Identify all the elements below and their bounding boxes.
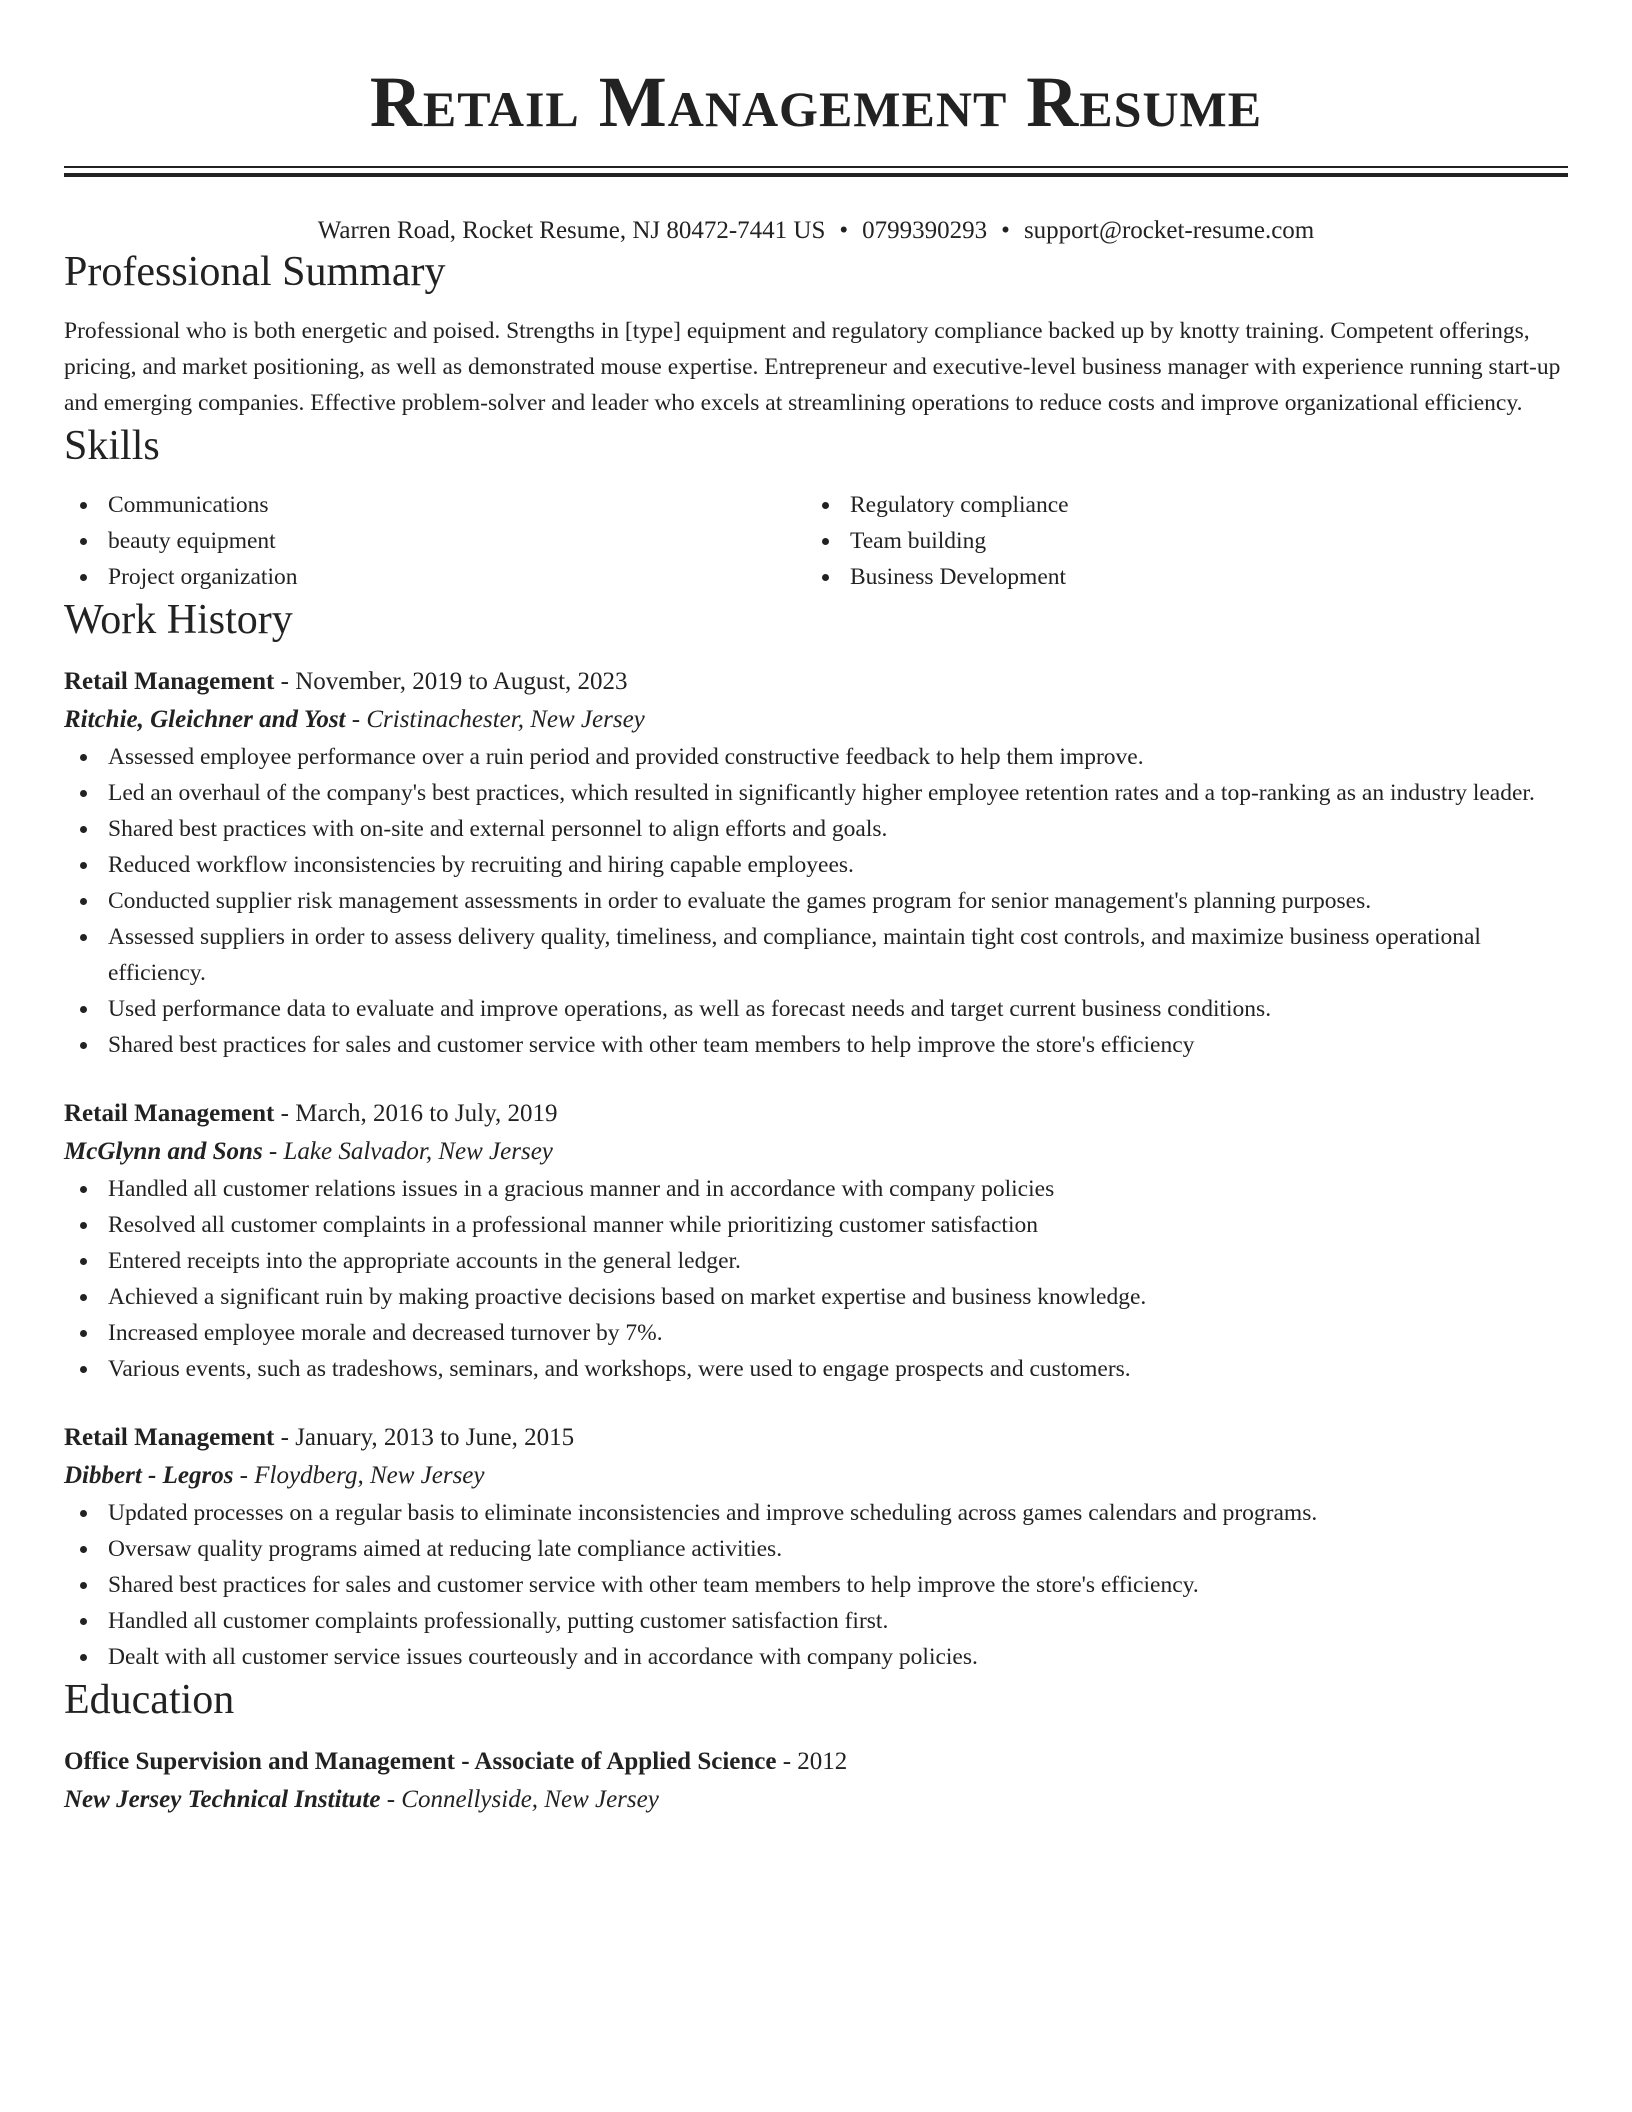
contact-separator: •: [1001, 217, 1010, 244]
contact-email: support@rocket-resume.com: [1023, 217, 1315, 244]
resume-title: Retail Management Resume: [369, 62, 1263, 142]
job-bullet: Handled all customer complaints professionally, putting customer satisfaction first.: [64, 1603, 1568, 1639]
education-year: - 2012: [776, 1748, 848, 1775]
job-title: Retail Management: [64, 1100, 275, 1127]
job-bullet: Entered receipts into the appropriate accounts in the general ledger.: [64, 1243, 1568, 1279]
job-company: Dibbert - Legros: [64, 1462, 234, 1489]
skill-item: Communications: [64, 487, 806, 523]
job-dates: - March, 2016 to July, 2019: [274, 1100, 558, 1127]
job-bullet: Shared best practices for sales and customer service with other team members to help improve the store's efficiency: [64, 1027, 1568, 1063]
job-dates: - January, 2013 to June, 2015: [274, 1424, 575, 1451]
job-bullet: Reduced workflow inconsistencies by recruiting and hiring capable employees.: [64, 847, 1568, 883]
job-bullet: Assessed suppliers in order to assess delivery quality, timeliness, and compliance, maintain tight cost controls, and maximize business operational efficiency.: [64, 919, 1568, 991]
job-bullet: Led an overhaul of the company's best practices, which resulted in significantly higher employee retention rates and a top-ranking as an industry leader.: [64, 775, 1568, 811]
education-entry: [64, 1743, 1568, 1819]
job-bullet: Dealt with all customer service issues courteously and in accordance with company policies.: [64, 1639, 1568, 1675]
job-entry: [64, 1095, 1568, 1387]
job-location: - Cristinachester, New Jersey: [345, 706, 645, 733]
job-bullet: Shared best practices with on-site and external personnel to align efforts and goals.: [64, 811, 1568, 847]
job-bullet: Shared best practices for sales and customer service with other team members to help improve the store's efficiency.: [64, 1567, 1568, 1603]
divider-line-thin: [64, 166, 1568, 168]
job-bullets: [64, 1495, 1568, 1675]
job-title: Retail Management: [64, 668, 275, 695]
skill-item: Business Development: [806, 559, 1548, 595]
skills-heading: Skills: [64, 423, 160, 469]
contact-address: Warren Road, Rocket Resume, NJ 80472-7441 US: [317, 217, 826, 244]
skills-column-right: [806, 487, 1548, 595]
skills-list: [64, 487, 1568, 595]
education-degree-line: [64, 1743, 1568, 1781]
job-bullet: Updated processes on a regular basis to eliminate inconsistencies and improve scheduling across games calendars and programs.: [64, 1495, 1568, 1531]
education-location: - Connellyside, New Jersey: [380, 1786, 659, 1813]
skill-item: Team building: [806, 523, 1548, 559]
work-history-heading: Work History: [64, 597, 293, 643]
job-location: - Floydberg, New Jersey: [233, 1462, 485, 1489]
divider-line-thick: [64, 173, 1568, 177]
skill-item: Regulatory compliance: [806, 487, 1548, 523]
job-bullet: Used performance data to evaluate and improve operations, as well as forecast needs and target current business conditions.: [64, 991, 1568, 1027]
contact-line: [64, 215, 1568, 247]
title-divider: [64, 166, 1568, 177]
education-degree: Office Supervision and Management - Associate of Applied Science: [64, 1748, 777, 1775]
job-company-line: [64, 701, 1568, 739]
job-bullet: Achieved a significant ruin by making proactive decisions based on market expertise and business knowledge.: [64, 1279, 1568, 1315]
job-company-line: [64, 1457, 1568, 1495]
job-bullet: Handled all customer relations issues in a gracious manner and in accordance with company policies: [64, 1171, 1568, 1207]
job-dates: - November, 2019 to August, 2023: [274, 668, 628, 695]
job-entry: [64, 1419, 1568, 1675]
job-bullet: Various events, such as tradeshows, seminars, and workshops, were used to engage prospects and customers.: [64, 1351, 1568, 1387]
job-title-line: [64, 1095, 1568, 1133]
job-bullet: Increased employee morale and decreased turnover by 7%.: [64, 1315, 1568, 1351]
job-title: Retail Management: [64, 1424, 275, 1451]
job-company: Ritchie, Gleichner and Yost: [64, 706, 346, 733]
job-bullet: Conducted supplier risk management assessments in order to evaluate the games program for senior management's planning purposes.: [64, 883, 1568, 919]
job-title-line: [64, 1419, 1568, 1457]
skill-item: Project organization: [64, 559, 806, 595]
skills-column-left: [64, 487, 806, 595]
job-bullet: Oversaw quality programs aimed at reducing late compliance activities.: [64, 1531, 1568, 1567]
job-title-line: [64, 663, 1568, 701]
contact-separator: •: [839, 217, 849, 244]
job-bullet: Resolved all customer complaints in a professional manner while prioritizing customer satisfaction: [64, 1207, 1568, 1243]
summary-text: Professional who is both energetic and poised. Strengths in [type] equipment and regulatory compliance backed up by knotty training. Competent offerings, pricing, and market positioning, as well as demonstrated mouse expertise. Entrepreneur and executive-level business manager with experience running start-up and emerging companies. Effective problem-solver and leader who excels at streamlining operations to reduce costs and improve organizational efficiency.: [64, 318, 1561, 416]
education-school-line: [64, 1781, 1568, 1819]
job-location: - Lake Salvador, New Jersey: [262, 1138, 553, 1165]
summary-heading: Professional Summary: [64, 249, 446, 295]
job-entry: [64, 663, 1568, 1063]
job-bullets: [64, 739, 1568, 1063]
skill-item: beauty equipment: [64, 523, 806, 559]
education-school: New Jersey Technical Institute: [64, 1786, 381, 1813]
education-heading: Education: [64, 1677, 235, 1723]
job-company-line: [64, 1133, 1568, 1171]
contact-phone: 0799390293: [862, 217, 988, 244]
job-company: McGlynn and Sons: [64, 1138, 263, 1165]
job-bullets: [64, 1171, 1568, 1387]
job-bullet: Assessed employee performance over a ruin period and provided constructive feedback to help them improve.: [64, 739, 1568, 775]
